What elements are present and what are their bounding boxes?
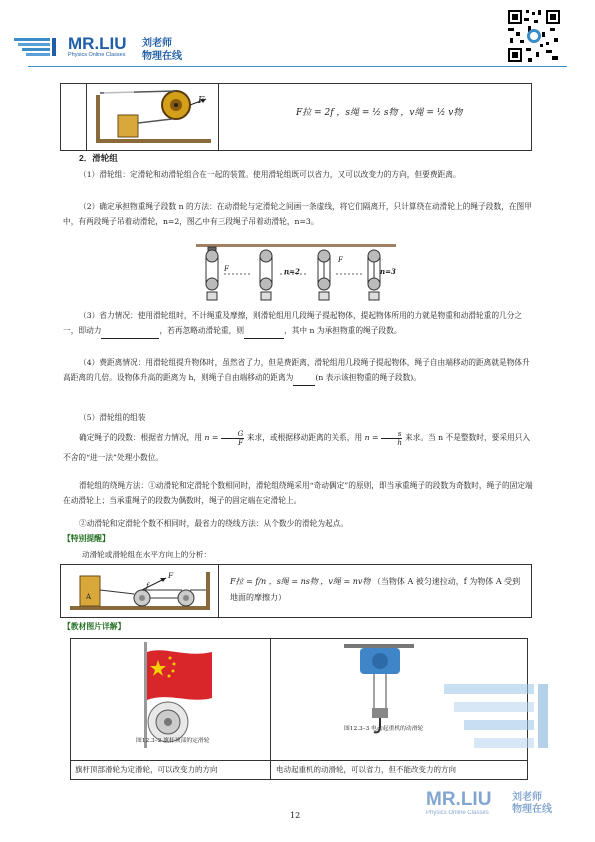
footer-logo-cn-2: 物理在线 [512, 804, 552, 815]
section2-p1: （1）滑轮组：定滑轮和动滑轮组合在一起的装置。使用滑轮组既可以省力，又可以改变力的方向，但要费距离。 [79, 170, 461, 179]
logo-cn-1: 刘老师 [142, 38, 172, 49]
special-table-divider [218, 564, 219, 617]
logo-sub-text: Physics Online Classes [68, 52, 126, 58]
special-figure [70, 568, 210, 612]
right-caption: 图12.3–3 电动起重机的动滑轮 [344, 726, 424, 732]
special-f-label: f [146, 581, 149, 590]
header-logo [14, 32, 204, 62]
section2-p4: （4）费距离情况：用滑轮组提升物体时，虽然省了力，但是费距离，滑轮组用几段绳子提起物体，绳子自由端移动的距离就是物体升高距离的几倍。设物体升高的距离为 h，则绳子自由端移动的距离为 (n 表示该担物重的绳子段数)。 [63, 355, 533, 386]
flag-figure [140, 642, 220, 748]
special-tag: 【特别提醒】 [63, 534, 110, 543]
footer-logo-cn-1: 刘老师 [512, 792, 542, 803]
section2-p8: ②动滑轮和定滑轮个数不相同时，最省力的绕线方法：从个数少的滑轮为起点。 [79, 519, 349, 528]
special-intro: 动滑轮或滑轮组在水平方向上的分析： [82, 550, 212, 559]
crane-figure [344, 644, 414, 736]
section2-p6: 确定绳子的段数：根据省力情况，用 n = $\frac{G}{F}$ 来求，或根据移动距离的关系，用 n = $\frac{s}{h}$ 来求。当 n 不是整数时，要采用只入不舍的“进一法”处理小数位。 [63, 429, 531, 462]
top-table-left-border [86, 83, 87, 150]
textbook-tag: 【教材图片详解】 [63, 622, 126, 631]
footer-logo-sub: Physics Online Classes [426, 810, 489, 816]
section2-p5: （5）滑轮组的组装 [79, 413, 146, 422]
fig-label-F1: F [224, 265, 229, 273]
special-block-label: A [86, 593, 92, 601]
logo-main-text: MR.LIU [68, 34, 127, 53]
section2-title: 2．滑轮组 [79, 153, 118, 163]
fig-label-F2: F [338, 256, 343, 264]
fraction-s-h: $\frac{s}{h}$ [381, 430, 403, 447]
logo-mark [14, 36, 64, 60]
left-description: 旗杆顶部滑轮为定滑轮，可以改变力的方向 [75, 765, 218, 774]
top-formula [296, 105, 462, 118]
section2-p3: （3）省力情况：使用滑轮组时，不计绳重及摩擦，则滑轮组用几段绳子提起物体，提起物体所用的力就是物重和动滑轮重的几分之一，即动力 ，若再忽略动滑轮重，则 ，其中 n 为承担物重的绳子段数。 [63, 308, 533, 339]
right-description: 电动起重机的动滑轮，可以省力，但不能改变力的方向 [276, 765, 456, 774]
top-force-label: F [198, 96, 205, 106]
special-force-label: F [168, 571, 174, 580]
section2-p2: （2）确定承担物重绳子段数 n 的方法：在动滑轮与定滑轮之间画一条虚线，将它们隔离开，只计算绕在动滑轮上的绳子段数，在图甲中，有两段绳子吊着动滑轮，n=2，图乙中有三段绳子吊着动滑轮，n=3。 [63, 202, 532, 226]
blank-1 [101, 323, 159, 339]
blank-2 [244, 323, 284, 339]
blank-3 [293, 370, 315, 386]
header-divider [28, 66, 567, 67]
fig-label-n3: n=3 [380, 267, 396, 276]
footer-logo [420, 660, 560, 800]
qr-code [506, 8, 562, 64]
top-pulley-figure [96, 87, 211, 145]
logo-cn-2: 物理在线 [142, 51, 182, 62]
left-caption: 图12.3–2 旗杆顶部的定滑轮 [136, 738, 210, 744]
fig-label-n2: n=2 [284, 267, 300, 276]
special-formula: F拉 = f/n ，s绳 = ns物 ，v绳 = nv物 （当物体 A 被匀速拉动，f 为物体 A 受到地面的摩擦力） [230, 577, 521, 602]
footer-logo-main: MR.LIU [426, 789, 492, 810]
page-number: 12 [290, 811, 301, 820]
top-table-divider [218, 83, 219, 150]
section2-p7: 滑轮组的绕绳方法：①动滑轮和定滑轮个数相同时，滑轮组绕绳采用“奇动偶定”的原则，即当承重绳子的段数为奇数时，绳子的固定端在动滑轮上；当承重绳子的段数为偶数时，绳子的固定端在定滑轮上。 [63, 481, 533, 505]
top-formula-text: F拉 = 2f ，s绳 = ½ s物 ，v绳 = ½ v物 [296, 108, 463, 118]
fraction-G-F: $\frac{G}{F}$ [221, 430, 245, 447]
textbook-divider-v [270, 638, 271, 779]
